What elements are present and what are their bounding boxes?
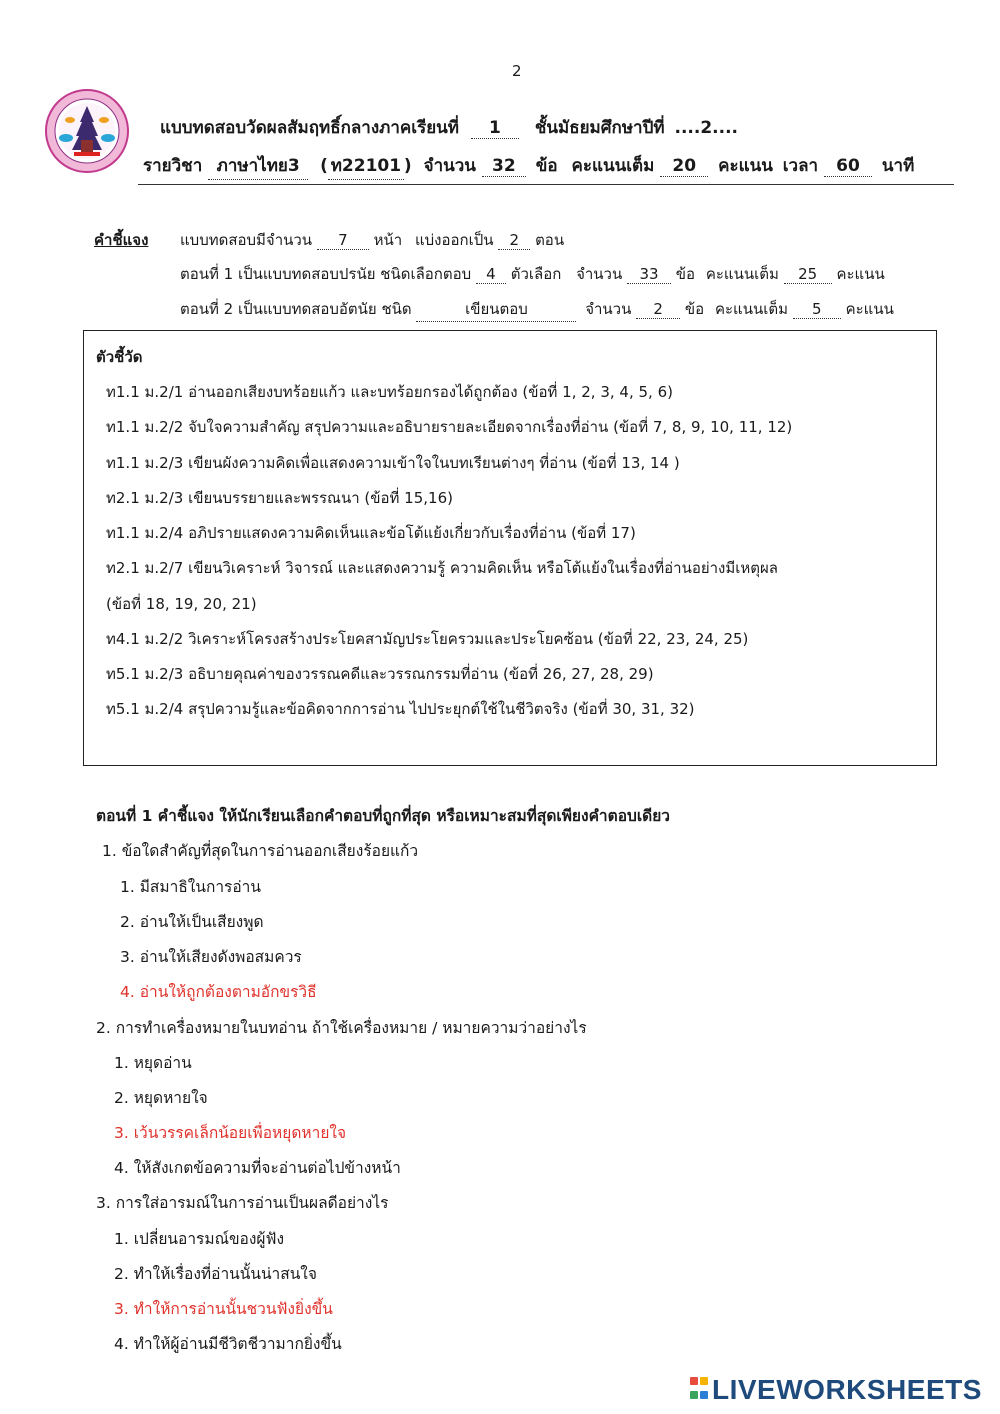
indicator-item: ท1.1 ม.2/1 อ่านออกเสียงบทร้อยแก้ว และบทร้อยกรองได้ถูกต้อง (ข้อที่ 1, 2, 3, 4, 5, 6) xyxy=(106,383,673,401)
part1-count: 33 xyxy=(627,265,671,284)
indicator-item: ท5.1 ม.2/3 อธิบายคุณค่าของวรรณคดีและวรรณกรรมที่อ่าน (ข้อที่ 26, 27, 28, 29) xyxy=(106,665,654,683)
q2-choice[interactable]: 2. หยุดหายใจ xyxy=(114,1089,208,1107)
liveworksheets-brand[interactable] xyxy=(690,1374,982,1406)
header-line-1 xyxy=(160,114,738,141)
time-unit: นาที xyxy=(881,156,915,176)
term-value: 1 xyxy=(471,118,519,139)
count-value: 32 xyxy=(482,156,526,177)
part2-score: 5 xyxy=(793,300,841,319)
school-emblem-icon xyxy=(44,88,130,174)
parts-value: 2 xyxy=(498,231,530,250)
part1-heading: ตอนที่ 1 คำชี้แจง ให้นักเรียนเลือกคำตอบที่ถูกที่สุด หรือเหมาะสมที่สุดเพียงคำตอบเดียว xyxy=(96,807,670,825)
question-1-text: 1. ข้อใดสำคัญที่สุดในการอ่านออกเสียงร้อยแก้ว xyxy=(102,842,419,860)
brand-text: LIVEWORKSHEETS xyxy=(712,1374,982,1405)
instructions-line-1: แบบทดสอบมีจำนวน 7 หน้า แบ่งออกเป็น 2 ตอน xyxy=(180,231,565,249)
part2-type: เขียนตอบ xyxy=(416,297,576,322)
score-value: 20 xyxy=(660,156,708,177)
instructions-line-3: ตอนที่ 2 เป็นแบบทดสอบอัตนัย ชนิด เขียนตอบ จำนวน 2 ข้อ คะแนนเต็ม 5 คะแนน xyxy=(180,297,894,322)
q1-choice-correct[interactable]: 4. อ่านให้ถูกต้องตามอักขรวิธี xyxy=(120,983,317,1001)
q2-choice[interactable]: 1. หยุดอ่าน xyxy=(114,1054,192,1072)
q3-choice[interactable]: 4. ทำให้ผู้อ่านมีชีวิตชีวามากยิ่งขึ้น xyxy=(114,1335,342,1353)
liveworksheets-logo-icon xyxy=(690,1377,708,1403)
pages-value: 7 xyxy=(317,231,369,250)
exam-title: แบบทดสอบวัดผลสัมฤทธิ์กลางภาคเรียนที่ xyxy=(160,118,459,138)
subject-label: รายวิชา xyxy=(143,156,203,176)
q1-choice[interactable]: 1. มีสมาธิในการอ่าน xyxy=(120,878,261,896)
question-2-text: 2. การทำเครื่องหมายในบทอ่าน ถ้าใช้เครื่องหมาย / หมายความว่าอย่างไร xyxy=(96,1019,587,1037)
indicator-item: ท1.1 ม.2/3 เขียนผังความคิดเพื่อแสดงความเข้าใจในบทเรียนต่างๆ ที่อ่าน (ข้อที่ 13, 14 ) xyxy=(106,454,680,472)
choices-value: 4 xyxy=(476,265,506,284)
grade-value: ....2.... xyxy=(674,118,739,138)
header-divider xyxy=(138,184,954,185)
q3-choice[interactable]: 2. ทำให้เรื่องที่อ่านนั้นน่าสนใจ xyxy=(114,1265,317,1283)
indicator-item: ท2.1 ม.2/7 เขียนวิเคราะห์ วิจารณ์ และแสดงความรู้ ความคิดเห็น หรือโต้แย้งในเรื่องที่อ่านอย่างมีเหตุผล xyxy=(106,559,778,577)
time-label: เวลา xyxy=(782,156,819,176)
q3-choice-correct[interactable]: 3. ทำให้การอ่านนั้นชวนฟังยิ่งขึ้น xyxy=(114,1300,333,1318)
count-label: จำนวน xyxy=(423,156,476,176)
q2-choice[interactable]: 4. ให้สังเกตข้อความที่จะอ่านต่อไปข้างหน้า xyxy=(114,1159,401,1177)
indicator-item: ท1.1 ม.2/4 อภิปรายแสดงความคิดเห็นและข้อโต้แย้งเกี่ยวกับเรื่องที่อ่าน (ข้อที่ 17) xyxy=(106,524,636,542)
indicators-title: ตัวชี้วัด xyxy=(96,348,143,366)
time-value: 60 xyxy=(824,156,872,177)
header-line-2: รายวิชา ภาษาไทย3 ( ท22101 ) จำนวน 32 ข้อ คะแนนเต็ม 20 คะแนน เวลา 60 นาที xyxy=(143,152,914,180)
part2-count: 2 xyxy=(636,300,680,319)
indicator-item: ท4.1 ม.2/2 วิเคราะห์โครงสร้างประโยคสามัญประโยครวมและประโยคซ้อน (ข้อที่ 22, 23, 24, 25) xyxy=(106,630,749,648)
score-label: คะแนนเต็ม xyxy=(571,156,655,176)
indicator-item: ท2.1 ม.2/3 เขียนบรรยายและพรรณนา (ข้อที่ 15,16) xyxy=(106,489,453,507)
q3-choice[interactable]: 1. เปลี่ยนอารมณ์ของผู้ฟัง xyxy=(114,1230,285,1248)
score-unit: คะแนน xyxy=(718,156,773,176)
indicator-item: ท1.1 ม.2/2 จับใจความสำคัญ สรุปความและอธิบายรายละเอียดจากเรื่องที่อ่าน (ข้อที่ 7, 8, 9, 10, 11, 12) xyxy=(106,418,793,436)
page-number: 2 xyxy=(512,62,522,80)
instructions-line-2: ตอนที่ 1 เป็นแบบทดสอบปรนัย ชนิดเลือกตอบ 4 ตัวเลือก จำนวน 33 ข้อ คะแนนเต็ม 25 คะแนน xyxy=(180,265,885,283)
instructions-label: คำชี้แจง xyxy=(94,231,149,249)
grade-label: ชั้นมัธยมศึกษาปีที่ xyxy=(534,118,665,138)
question-3-text: 3. การใส่อารมณ์ในการอ่านเป็นผลดีอย่างไร xyxy=(96,1194,389,1212)
item-unit: ข้อ xyxy=(535,156,558,176)
q2-choice-correct[interactable]: 3. เว้นวรรคเล็กน้อยเพื่อหยุดหายใจ xyxy=(114,1124,347,1142)
subject-code: ท22101 xyxy=(328,152,404,180)
subject-value: ภาษาไทย3 xyxy=(208,152,308,180)
part1-score: 25 xyxy=(784,265,832,284)
q1-choice[interactable]: 3. อ่านให้เสียงดังพอสมควร xyxy=(120,948,302,966)
indicator-item: (ข้อที่ 18, 19, 20, 21) xyxy=(106,595,257,613)
indicator-item: ท5.1 ม.2/4 สรุปความรู้และข้อคิดจากการอ่าน ไปประยุกต์ใช้ในชีวิตจริง (ข้อที่ 30, 31, 32) xyxy=(106,700,695,718)
q1-choice[interactable]: 2. อ่านให้เป็นเสียงพูด xyxy=(120,913,264,931)
